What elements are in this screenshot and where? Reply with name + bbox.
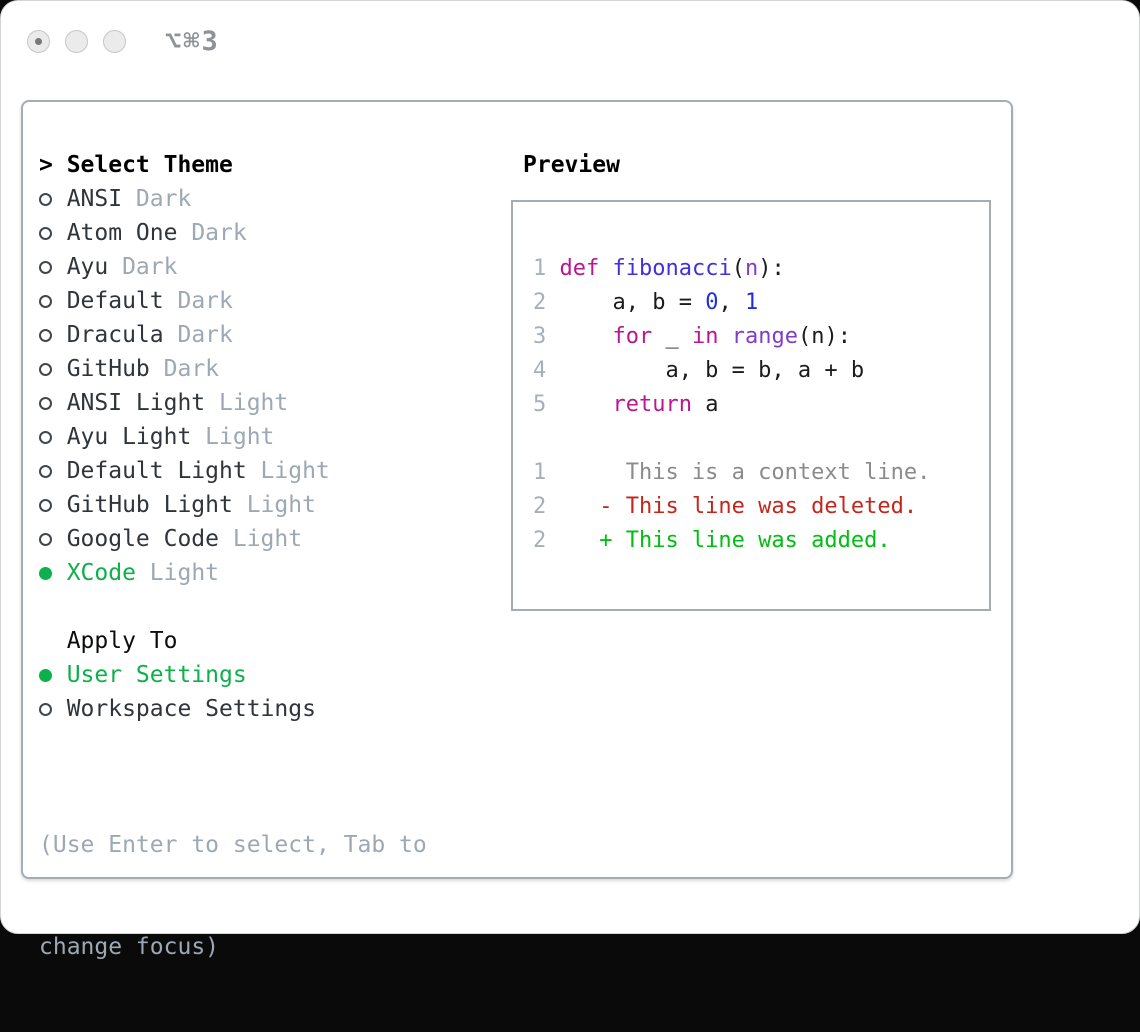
line-number: 2 <box>533 290 547 315</box>
focus-caret-icon: > <box>39 152 53 178</box>
theme-list-column <box>39 148 499 1032</box>
code-token <box>718 324 731 349</box>
radio-unselected-icon <box>39 261 52 274</box>
apply-option-user-settings[interactable] <box>39 658 499 692</box>
code-token: ): <box>758 256 785 281</box>
radio-unselected-icon <box>39 295 52 308</box>
variant-label: Dark <box>122 254 178 280</box>
radio-unselected-icon <box>39 533 52 546</box>
diff-sample <box>533 456 971 558</box>
code-token: , <box>718 290 745 315</box>
radio-unselected-icon <box>39 465 52 478</box>
theme-option-xcode-light[interactable] <box>39 556 499 590</box>
diff-text: - This line was deleted. <box>559 494 918 519</box>
line-number: 2 <box>533 528 547 553</box>
code-token: range <box>731 324 798 349</box>
code-token: n <box>744 256 759 281</box>
option-label: GitHub <box>66 356 150 382</box>
select-theme-header <box>39 148 499 182</box>
code-line <box>533 388 971 422</box>
variant-label: Light <box>219 390 289 416</box>
spacer <box>39 590 499 624</box>
option-label: Ayu Light <box>66 424 192 450</box>
radio-unselected-icon <box>39 193 52 206</box>
line-number: 2 <box>533 494 547 519</box>
apply-to-list <box>39 658 499 726</box>
select-theme-header-label: Select Theme <box>66 152 233 178</box>
option-label: User Settings <box>66 662 247 688</box>
code-token: fibonacci <box>612 256 732 281</box>
code-line <box>533 286 971 320</box>
option-label: Default Light <box>66 458 247 484</box>
code-token: a, b = b, a + b <box>559 358 865 383</box>
preview-header-label: Preview <box>523 152 620 178</box>
radio-unselected-icon <box>39 329 52 342</box>
theme-option-ansi-dark[interactable] <box>39 182 499 216</box>
option-label: Atom One <box>66 220 178 246</box>
theme-option-google-code-light[interactable] <box>39 522 499 556</box>
code-token: 0 <box>705 290 719 315</box>
code-token: 1 <box>744 290 759 315</box>
code-line <box>533 252 971 286</box>
option-label: ANSI Light <box>66 390 206 416</box>
theme-option-ayu-dark[interactable] <box>39 250 499 284</box>
preview-column <box>511 148 991 611</box>
variant-label: Dark <box>177 288 233 314</box>
hint-line-2: change focus) <box>39 934 220 960</box>
variant-label: Dark <box>191 220 247 246</box>
apply-to-header <box>39 624 499 658</box>
diff-line-context <box>533 456 971 490</box>
diff-line-added <box>533 524 971 558</box>
variant-label: Light <box>260 458 330 484</box>
option-label: Google Code <box>66 526 220 552</box>
theme-option-dracula-dark[interactable] <box>39 318 499 352</box>
code-token <box>559 392 612 417</box>
traffic-light-close-button[interactable] <box>27 30 50 53</box>
hint-line-1: (Use Enter to select, Tab to <box>39 832 427 858</box>
code-token <box>599 256 612 281</box>
code-token: (n): <box>797 324 851 349</box>
apply-option-workspace-settings[interactable] <box>39 692 499 726</box>
code-token: in <box>691 324 719 349</box>
variant-label: Light <box>232 526 303 552</box>
diff-text: This is a context line. <box>559 460 931 485</box>
radio-selected-icon <box>39 567 52 580</box>
option-label: Workspace Settings <box>66 696 316 722</box>
radio-unselected-icon <box>39 431 52 444</box>
theme-option-default-light-light[interactable] <box>39 454 499 488</box>
option-label: GitHub Light <box>66 492 233 518</box>
radio-unselected-icon <box>39 499 52 512</box>
spacer <box>533 422 971 456</box>
theme-option-ayu-light-light[interactable] <box>39 420 499 454</box>
line-number: 1 <box>533 460 547 485</box>
line-number: 5 <box>533 392 547 417</box>
code-token: _ <box>652 324 692 349</box>
code-token: a, b = <box>559 290 706 315</box>
theme-selector-panel <box>21 100 1013 960</box>
option-label: Ayu <box>66 254 109 280</box>
line-number: 1 <box>533 256 547 281</box>
radio-unselected-icon <box>39 703 52 716</box>
line-number: 3 <box>533 324 547 349</box>
variant-label: Dark <box>163 356 220 382</box>
theme-option-ansi-light-light[interactable] <box>39 386 499 420</box>
option-label: Dracula <box>66 322 164 348</box>
code-token: ( <box>731 256 745 281</box>
theme-option-atom-one-dark[interactable] <box>39 216 499 250</box>
code-token: a <box>691 392 719 417</box>
variant-label: Dark <box>177 322 233 348</box>
radio-selected-icon <box>39 669 52 682</box>
window-shortcut-label: ⌥⌘3 <box>165 26 220 57</box>
theme-option-github-light-light[interactable] <box>39 488 499 522</box>
option-label: ANSI <box>66 186 123 212</box>
variant-label: Light <box>205 424 275 450</box>
theme-option-github-dark[interactable] <box>39 352 499 386</box>
code-token <box>559 324 612 349</box>
option-label: Default <box>66 288 164 314</box>
code-line <box>533 320 971 354</box>
keyboard-hint <box>39 760 499 1032</box>
preview-box <box>511 200 991 611</box>
radio-unselected-icon <box>39 397 52 410</box>
code-line <box>533 354 971 388</box>
radio-unselected-icon <box>39 363 52 376</box>
code-token: def <box>559 256 600 281</box>
variant-label: Dark <box>135 186 192 212</box>
traffic-light-zoom-button[interactable] <box>103 30 126 53</box>
line-number: 4 <box>533 358 547 383</box>
apply-to-header-label: Apply To <box>66 628 178 654</box>
code-sample <box>533 252 971 422</box>
diff-text: + This line was added. <box>559 528 891 553</box>
diff-line-deleted <box>533 490 971 524</box>
theme-option-default-dark[interactable] <box>39 284 499 318</box>
code-token: return <box>612 392 692 417</box>
variant-label: Light <box>246 492 316 518</box>
traffic-light-minimize-button[interactable] <box>65 30 88 53</box>
radio-unselected-icon <box>39 227 52 240</box>
option-label: XCode <box>66 560 136 586</box>
variant-label: Light <box>149 560 220 586</box>
spacer <box>39 726 499 760</box>
titlebar <box>27 26 220 57</box>
theme-list <box>39 182 499 590</box>
code-token: for <box>612 324 653 349</box>
